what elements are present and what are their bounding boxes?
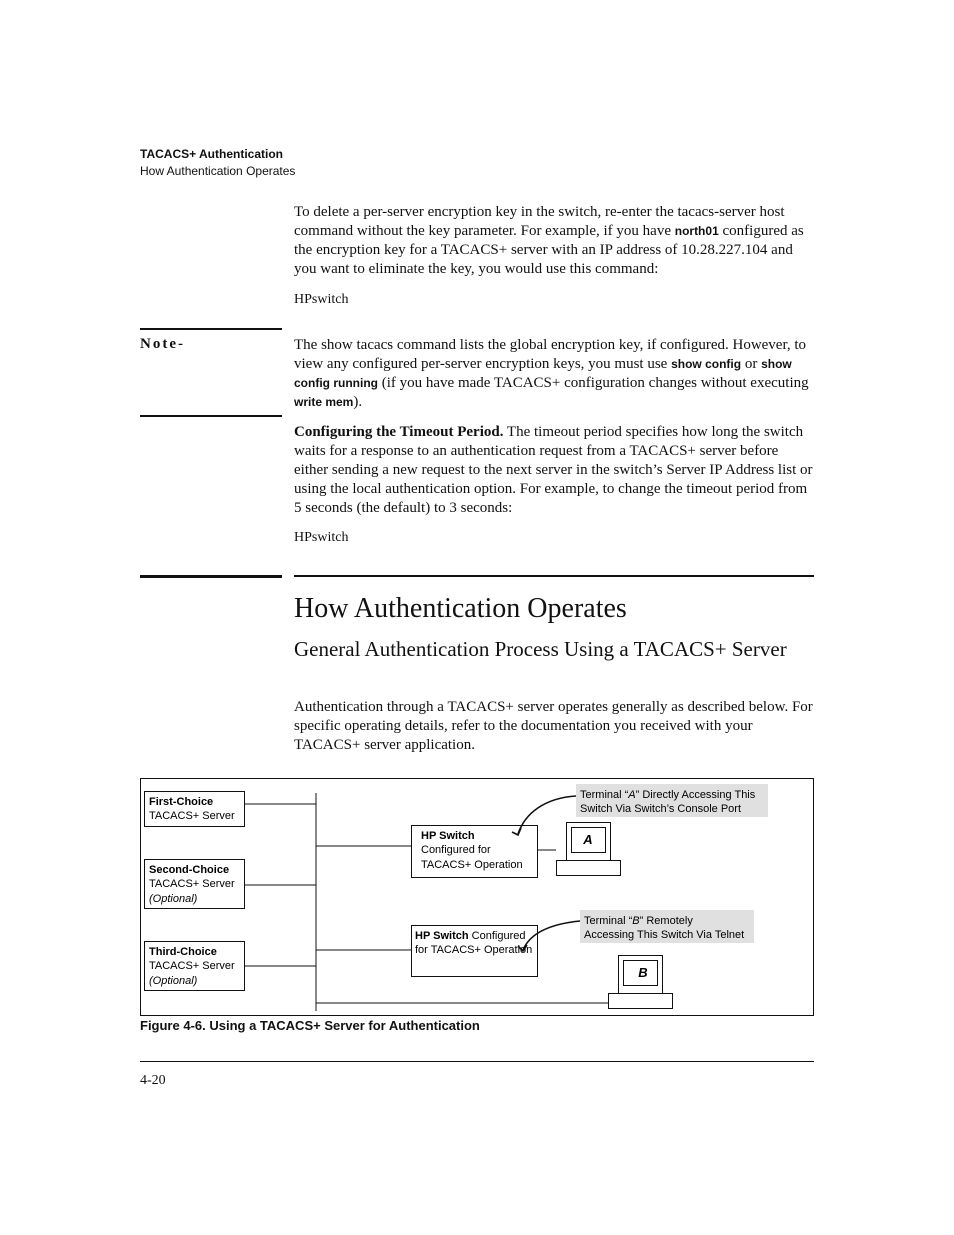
note-rule-top bbox=[140, 328, 282, 330]
callout-line-2: Switch Via Switch’s Console Port bbox=[580, 803, 741, 815]
inline-code-write-mem: write mem bbox=[294, 395, 354, 409]
note-rule-bottom bbox=[140, 415, 282, 417]
section-intro: Authentication through a TACACS+ server operates generally as described below. For specific operating details, refer to the documentation you received with your TACACS+ server application. bbox=[294, 699, 813, 753]
note-label: Note- bbox=[140, 336, 185, 352]
section-rule-right bbox=[294, 575, 814, 577]
command-example-1: HPswitch bbox=[294, 292, 349, 307]
note-text: The show tacacs command lists the global encryption key, if configured. However, to view any configured per-server encryption keys, you must use show config or show config running (if you have made TACACS+ configuration changes without executing write mem). bbox=[294, 337, 809, 410]
server-box-third-choice bbox=[145, 942, 245, 991]
switch-line-1: Configured for bbox=[421, 844, 491, 856]
terminal-letter: B bbox=[638, 965, 648, 980]
section-title: How Authentication Operates bbox=[294, 593, 627, 624]
section-subtitle: General Authentication Process Using a TACACS+ Server bbox=[294, 637, 787, 661]
running-header-subtitle: How Authentication Operates bbox=[140, 164, 296, 178]
terminal-letter: A bbox=[583, 832, 593, 847]
switch-label: HP Switch Configured bbox=[415, 930, 526, 942]
inline-code-show-config: show config bbox=[671, 357, 742, 371]
figure-tacacs-diagram bbox=[140, 778, 814, 1016]
server-optional: (Optional) bbox=[149, 893, 198, 905]
callout-line-1: Terminal “A” Directly Accessing This bbox=[580, 789, 756, 801]
callout-line-1: Terminal “B” Remotely bbox=[584, 915, 693, 927]
server-type: TACACS+ Server bbox=[149, 960, 235, 972]
inline-code-key: north01 bbox=[674, 224, 719, 238]
section-rule-left bbox=[140, 575, 282, 578]
terminal-b-icon bbox=[609, 956, 673, 1009]
server-name: Third-Choice bbox=[149, 946, 217, 958]
server-name: First-Choice bbox=[149, 796, 214, 808]
server-type: TACACS+ Server bbox=[149, 810, 235, 822]
command-example-2: HPswitch bbox=[294, 530, 349, 545]
server-optional: (Optional) bbox=[149, 975, 198, 987]
footer-rule bbox=[140, 1061, 814, 1062]
inline-code-show-config-running: show config running bbox=[294, 357, 792, 390]
callout-line-2: Accessing This Switch Via Telnet bbox=[584, 929, 745, 941]
terminal-a-icon bbox=[557, 823, 621, 876]
server-box-second-choice bbox=[145, 860, 245, 909]
page-number: 4-20 bbox=[140, 1073, 166, 1088]
server-type: TACACS+ Server bbox=[149, 878, 235, 890]
switch-box-b bbox=[412, 926, 538, 977]
server-box-first-choice bbox=[145, 792, 245, 827]
figure-caption: Figure 4-6. Using a TACACS+ Server for Authentication bbox=[140, 1018, 480, 1033]
run-in-heading: Configuring the Timeout Period. bbox=[294, 424, 504, 440]
switch-name: HP Switch bbox=[421, 830, 475, 842]
server-name: Second-Choice bbox=[149, 864, 230, 876]
paragraph-timeout: Configuring the Timeout Period. The timeout period specifies how long the switch waits for a response to an authentication request from a TACACS+ server before either sending a new request to the next server in the switch’s Server IP Address list or using the local authentication option. For example, to change the timeout period from 5 seconds (the default) to 3 seconds: bbox=[294, 424, 813, 516]
paragraph-delete-key: To delete a per-server encryption key in the switch, re-enter the tacacs-server host command without the key parameter. For example, if you have north01 configured as the encryption key for a TACACS+ server with an IP address of 10.28.227.104 and you want to eliminate the key, you would use this command: bbox=[294, 204, 804, 277]
running-header-title: TACACS+ Authentication bbox=[140, 147, 283, 161]
switch-line-2: TACACS+ Operation bbox=[421, 859, 523, 871]
switch-line-2: for TACACS+ Operation bbox=[415, 944, 533, 956]
